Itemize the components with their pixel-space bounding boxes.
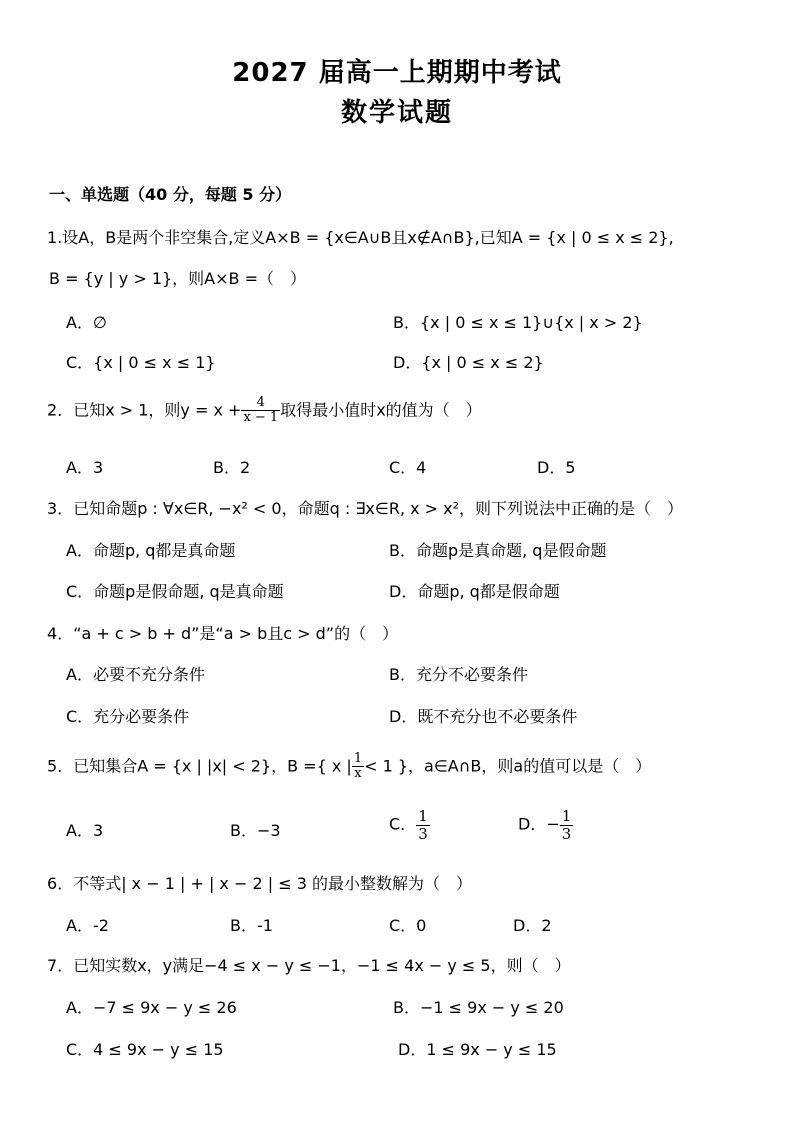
fraction-denominator: 3 [561,824,572,843]
option-d-label: D．− [518,814,560,834]
question-stem: ．不等式| x − 1 | + | x − 2 | ≤ 3 的最小整数解为（ ） [57,874,472,893]
option-d: D．命题p, q都是假命题 [389,582,560,601]
exam-title: 2027 届高一上期期中考试 [232,58,562,88]
option-b: B．充分不必要条件 [389,665,528,684]
question-number: 7 [47,956,58,975]
fraction-denominator: x [354,766,362,782]
question-stem: ．已知实数x，y满足−4 ≤ x − y ≤ −1，−1 ≤ 4x − y ≤ 5，则（ ） [57,956,571,975]
fraction-denominator: 3 [418,824,428,843]
question-stem-tail: 取得最小值时x的值为（ ） [280,400,482,420]
fraction-numerator: 1 [561,807,572,825]
fraction [352,752,364,782]
option-b: B．命题p是真命题, q是假命题 [389,541,607,560]
section-heading: 一、单选题（40 分，每题 5 分） [49,185,292,204]
question-stem: ．已知命题p : ∀x∈R, −x² < 0，命题q : ∃x∈R, x > x²，则下列说法中正确的是（ ） [57,499,684,518]
fraction [416,808,430,842]
question-number: 5 [47,756,58,776]
option-c-label: C． [389,814,417,834]
option-a: A．∅ [66,313,107,332]
exam-subtitle: 数学试题 [340,98,453,128]
question-number: 2 [47,400,58,420]
question-stem: .设A，B是两个非空集合,定义A×B = {x∈A∪B且x∉A∩B},已知A = {x | 0 ≤ x ≤ 2}, [57,228,674,247]
option-b: B．{x | 0 ≤ x ≤ 1}∪{x | x > 2} [393,313,643,332]
option-a: A．3 [66,821,104,840]
question-number: 4 [47,624,58,643]
option-a: A．命题p, q都是真命题 [66,541,236,560]
option-c: C．命题p是假命题, q是真命题 [66,582,284,601]
option-a: A．3 [66,458,104,477]
option-a: A．−7 ≤ 9x − y ≤ 26 [66,998,237,1017]
question-stem: ．已知集合A = {x | |x| < 2}，B = [57,756,317,776]
fraction-numerator: 4 [241,396,280,411]
option-b: B．−1 ≤ 9x − y ≤ 20 [393,998,564,1017]
fraction-numerator: 1 [418,807,428,825]
fraction-numerator: 1 [353,751,363,766]
option-c: C．0 [389,916,427,935]
option-d: D．既不充分也不必要条件 [389,707,578,726]
fraction [560,808,574,842]
question-stem-continued: B = {y | y > 1}，则A×B =（ ） [49,269,306,288]
question-number: 6 [47,874,58,893]
option-a: A．必要不充分条件 [66,665,205,684]
option-b: B．-1 [230,916,273,935]
option-d [518,808,573,842]
question-stem-tail: ，a∈A∩B，则a的值可以是（ ） [408,756,652,776]
option-d: D．{x | 0 ≤ x ≤ 2} [393,353,544,372]
question-number: 3 [47,499,58,518]
set-b-open: { x | [316,756,352,776]
option-c: C．4 [389,458,427,477]
option-d: D．2 [513,916,552,935]
option-c [389,808,430,842]
option-c: C．充分必要条件 [66,707,190,726]
fraction [241,396,280,426]
question-stem: ．“a + c > b + d”是“a > b且c > d”的（ ） [57,624,399,643]
option-c: C．4 ≤ 9x − y ≤ 15 [66,1040,224,1059]
question-number: 1 [47,228,58,247]
option-d: D．1 ≤ 9x − y ≤ 15 [398,1040,557,1059]
option-a: A．-2 [66,916,109,935]
option-b: B．2 [213,458,251,477]
question-stem: ．已知x > 1，则y = x + [57,400,242,420]
option-c: C．{x | 0 ≤ x ≤ 1} [66,353,216,372]
fraction-denominator: x − 1 [243,410,279,426]
set-b-close: < 1 } [364,756,409,776]
option-d: D．5 [537,458,576,477]
option-b: B．−3 [230,821,281,840]
